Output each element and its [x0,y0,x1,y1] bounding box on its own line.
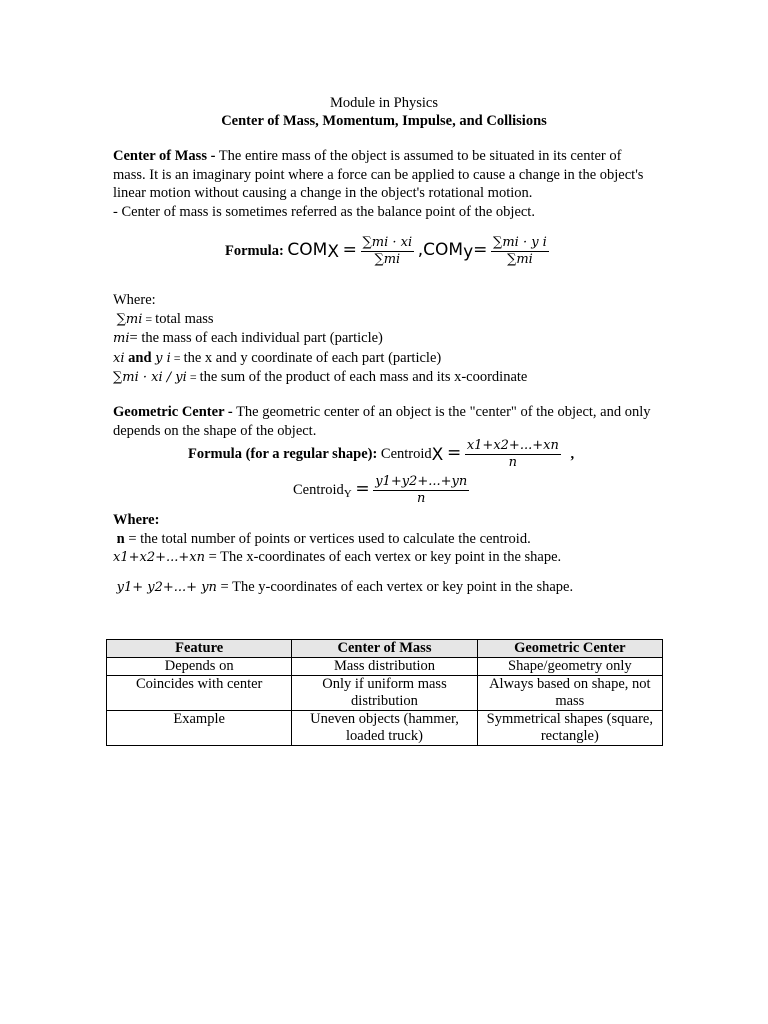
com-term: Center of Mass - [113,148,216,164]
where-and: and [124,349,156,366]
where-text: total mass [155,310,214,327]
where-symbol: y1+ y2+...+ yn [116,579,217,595]
com-where-item [113,329,653,349]
where-equals: = [186,370,200,384]
where-text: the mass of each individual part (particle) [141,330,383,346]
centroid-x-denominator: n [508,455,517,470]
com-where-item [113,349,653,369]
geo-where-label: Where: [113,512,160,528]
com-x-fraction [361,235,415,268]
table-header-cell: Center of Mass [292,640,477,658]
where-text: = The x-coordinates of each vertex or key point in the shape. [204,549,562,565]
where-text: = The y-coordinates of each vertex or key point in the shape. [216,578,574,595]
com-where-label: Where: [113,292,156,308]
com-y-equals: = [473,239,488,260]
centroid-y-label: Centroid [293,481,344,498]
com-y-fraction [491,235,549,268]
com-formula [225,235,645,268]
geo-definition [113,403,653,440]
where-symbol: x1+x2+...+xn [113,550,205,565]
centroid-y-fraction [373,474,469,507]
centroid-x-numerator: x1+x2+...+xn [466,438,559,453]
centroid-y-equals: = [355,478,370,499]
where-equals: = [142,311,156,326]
table-cell: Depends on [107,658,292,676]
where-symbol: xi [113,350,125,366]
geo-where [113,511,653,597]
where-symbol: n [116,530,125,547]
centroid-comma: , [570,445,575,462]
table-header-row [107,640,663,658]
table-cell: Shape/geometry only [477,658,662,676]
table-header-cell: Geometric Center [477,640,662,658]
table-cell: Always based on shape, not mass [477,676,662,711]
centroid-x-label: Centroid [380,445,432,462]
comparison-table [106,639,663,746]
centroid-x-sub: X [431,444,444,465]
page-title: Center of Mass, Momentum, Impulse, and Collisions [221,113,547,129]
centroid-y-sub: Y [343,487,352,500]
where-text: the sum of the product of each mass and its x-coordinate [199,369,528,385]
where-text: = the total number of points or vertices used to calculate the centroid. [124,530,531,547]
table-cell: Symmetrical shapes (square, rectangle) [477,711,662,746]
table-cell: Example [107,711,292,746]
com-y-prefix: ,COM [417,239,464,260]
com-x-denominator: ∑mi [374,252,401,267]
where-text: the x and y coordinate of each part (particle) [183,349,442,366]
where-symbol: ∑mi [116,311,143,327]
table-row [107,658,663,676]
table-row [107,711,663,746]
table-row [107,676,663,711]
table-cell: Only if uniform mass distribution [292,676,477,711]
com-x-prefix: COM [287,239,328,260]
com-y-denominator: ∑mi [507,252,533,267]
module-label: Module in Physics [330,95,438,111]
table-cell: Uneven objects (hammer, loaded truck) [292,711,477,746]
table-header-cell: Feature [107,640,292,658]
where-symbol: mi [113,331,130,346]
com-formula-label: Formula: [225,242,284,259]
com-x-equals: = [342,239,357,260]
where-equals: = [170,350,184,365]
com-where [113,291,653,388]
com-note: - Center of mass is sometimes referred as the balance point of the object. [113,203,535,220]
where-symbol: y i [155,350,171,366]
centroid-x-fraction [465,438,561,471]
com-where-item [113,310,653,330]
com-definition-text: The entire mass of the object is assumed to be situated in its center of mass. It is an imaginary point where a force can be applied to cause a change in the object's linear motion without causing a change in the object's rotational motion. [113,148,644,201]
com-y-numerator: ∑mi · y i [493,235,547,250]
where-equals: = [129,330,142,346]
com-definition [113,147,653,221]
com-where-item [113,368,653,388]
com-y-sub: y [463,241,474,262]
where-symbol: ∑mi · xi / yi [113,370,187,385]
geo-where-x [113,548,653,568]
geo-where-y [113,578,653,598]
table-cell: Coincides with center [107,676,292,711]
centroid-x-equals: = [446,442,462,463]
geo-definition-text: The geometric center of an object is the "center" of the object, and only depends on the shape of the object. [113,404,651,439]
geo-term: Geometric Center - [113,404,233,420]
geo-where-n [113,530,653,549]
centroid-x-formula [188,438,628,471]
geo-formula-label: Formula (for a regular shape): [188,445,378,462]
centroid-y-denominator: n [417,491,426,506]
centroid-y-formula [293,474,593,507]
table-cell: Mass distribution [292,658,477,676]
centroid-y-numerator: y1+y2+...+yn [375,474,468,489]
com-x-sub: X [327,241,339,262]
com-x-numerator: ∑mi · xi [362,235,413,250]
